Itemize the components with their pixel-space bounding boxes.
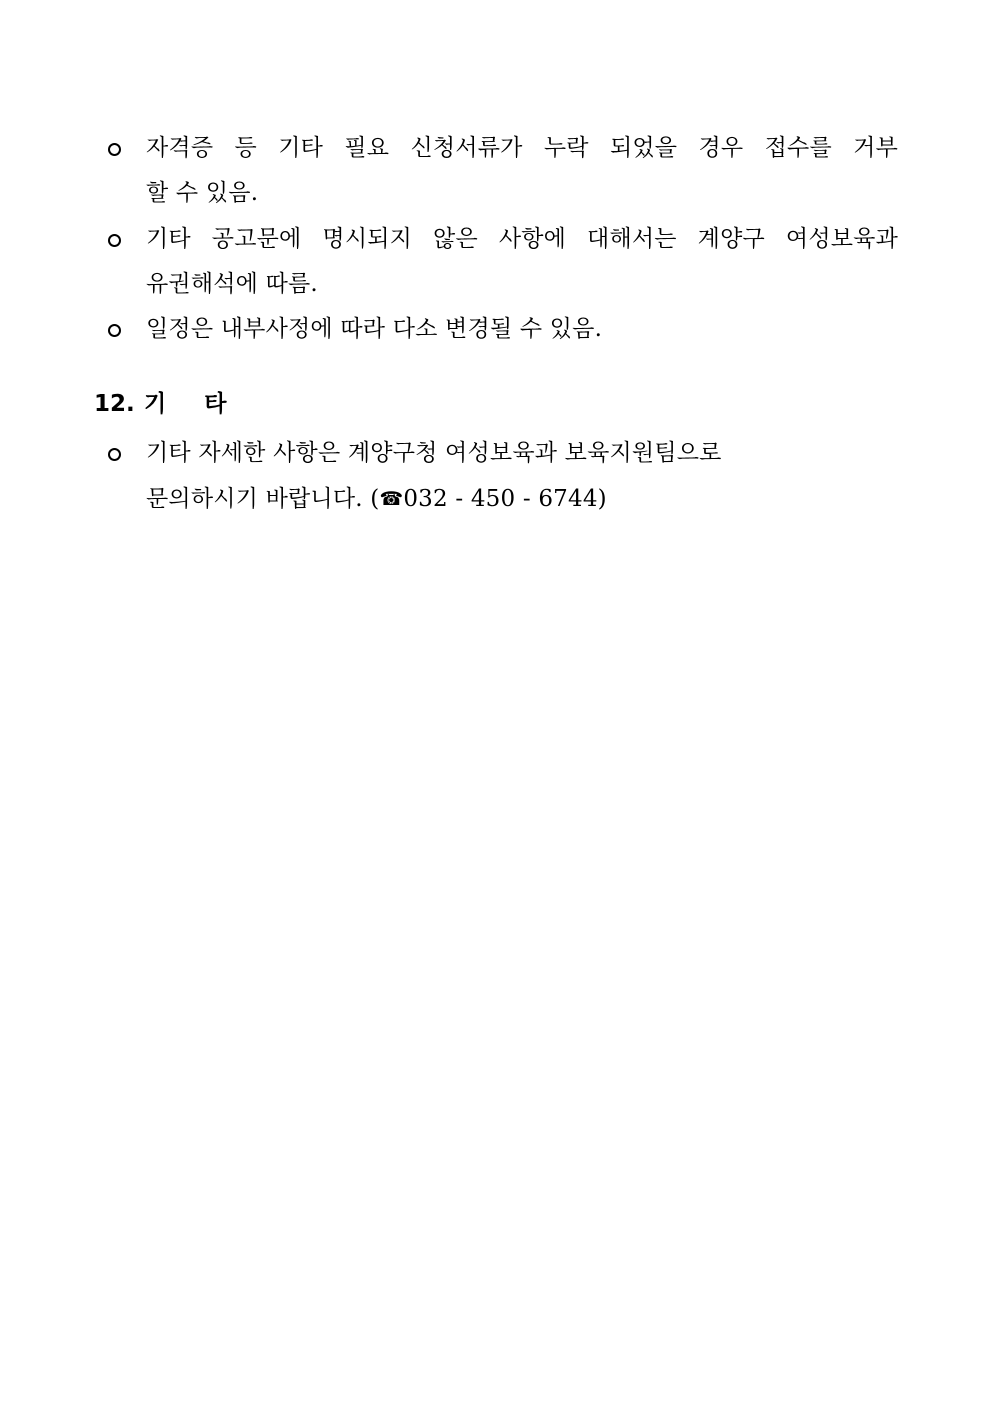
phone-number: 032 - 450 - 6744)	[403, 486, 607, 512]
telephone-icon: ☎	[379, 488, 404, 510]
item-line: 기타 공고문에 명시되지 않은 사항에 대해서는 계양구 여성보육과	[146, 226, 898, 252]
circle-bullet-icon	[108, 448, 121, 461]
circle-bullet-icon	[108, 143, 121, 156]
section-number: 12.	[94, 391, 135, 417]
item-line: 기타 자세한 사항은 계양구청 여성보육과 보육지원팀으로	[146, 440, 722, 466]
item-line: 일정은 내부사정에 따라 다소 변경될 수 있음.	[146, 316, 603, 342]
item-line: 자격증 등 기타 필요 신청서류가 누락 되었을 경우 접수를 거부	[146, 135, 898, 161]
item-line: 유권해석에 따름.	[146, 271, 318, 297]
contact-line	[146, 483, 607, 515]
section-heading	[94, 386, 264, 422]
section-title: 기타	[144, 391, 265, 417]
circle-bullet-icon	[108, 324, 121, 337]
item-line: 할 수 있음.	[146, 180, 259, 206]
circle-bullet-icon	[108, 234, 121, 247]
contact-text: 문의하시기 바랍니다. (	[146, 486, 380, 512]
